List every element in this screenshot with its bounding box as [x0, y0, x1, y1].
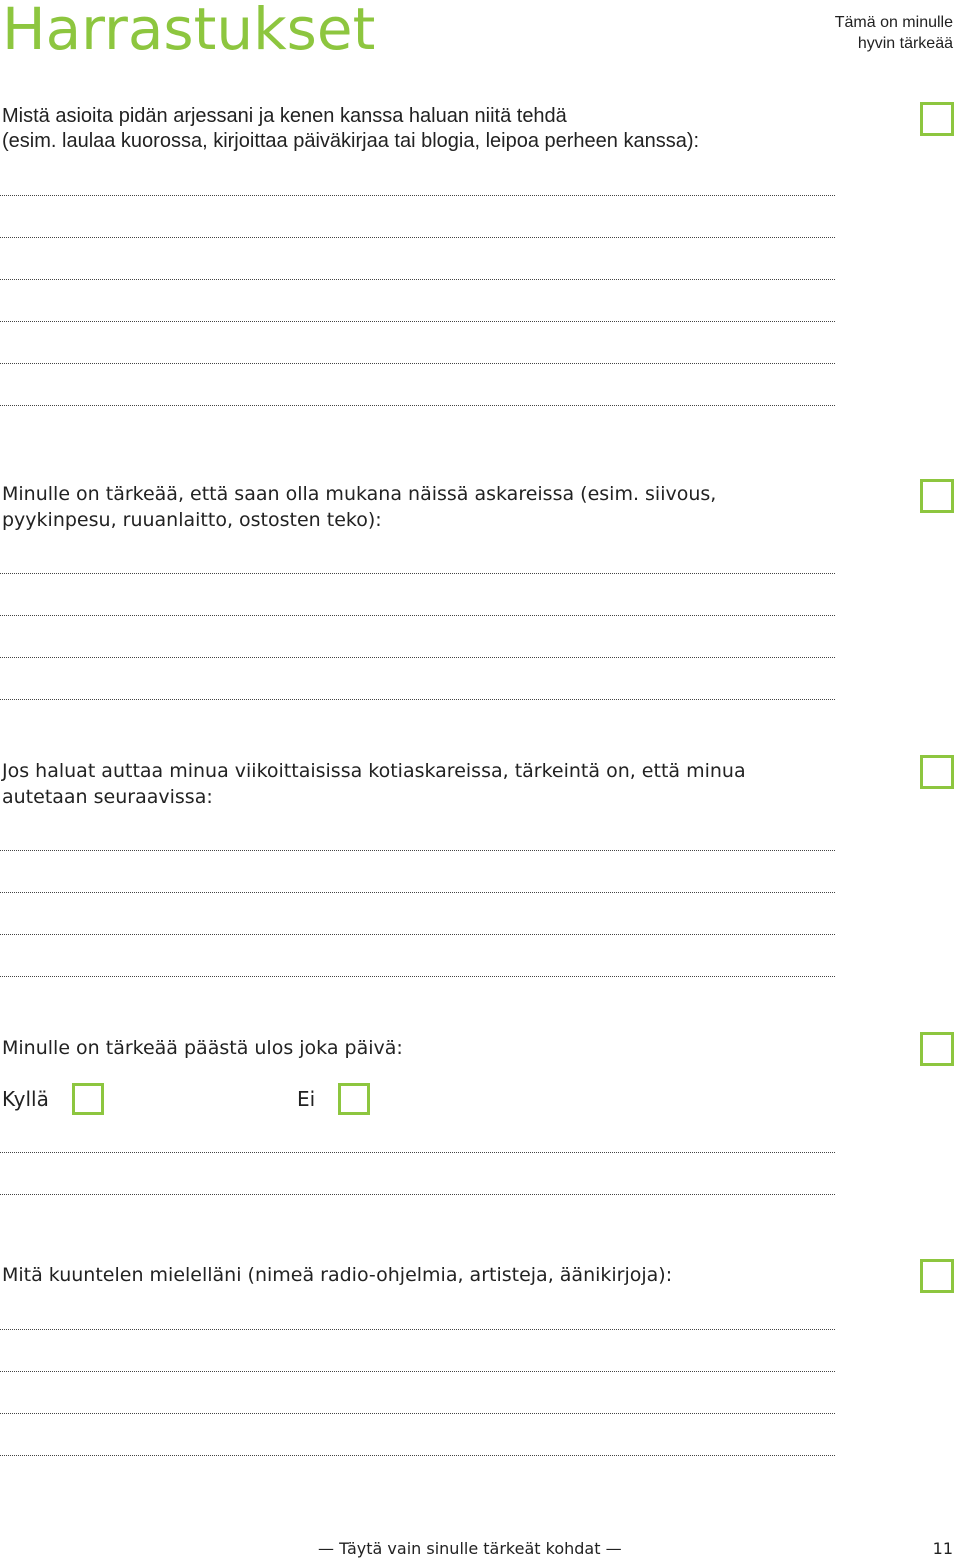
- answer-line[interactable]: [0, 1152, 835, 1153]
- question-outdoors: [2, 1035, 862, 1061]
- answer-line[interactable]: [0, 892, 835, 893]
- answer-line[interactable]: [0, 1329, 835, 1330]
- importance-checkbox-hobbies[interactable]: [920, 102, 954, 136]
- question-chores-line1: Minulle on tärkeää, että saan olla mukana näissä askareissa (esim. siivous,: [2, 483, 717, 505]
- answer-line[interactable]: [0, 573, 835, 574]
- question-listening-line1: Mitä kuuntelen mielelläni (nimeä radio-ohjelmia, artisteja, äänikirjoja):: [2, 1264, 673, 1286]
- page-number: 11: [932, 1539, 953, 1558]
- question-chores: [2, 481, 862, 533]
- no-option-label: Ei: [297, 1087, 316, 1111]
- no-checkbox[interactable]: [338, 1083, 370, 1115]
- answer-line[interactable]: [0, 237, 835, 238]
- answer-line[interactable]: [0, 1371, 835, 1372]
- answer-line[interactable]: [0, 363, 835, 364]
- answer-line[interactable]: [0, 321, 835, 322]
- answer-line[interactable]: [0, 976, 835, 977]
- importance-checkbox-outdoors[interactable]: [920, 1032, 954, 1066]
- yes-checkbox[interactable]: [72, 1083, 104, 1115]
- importance-checkbox-weekly-help[interactable]: [920, 755, 954, 789]
- page-title: Harrastukset: [2, 0, 376, 63]
- importance-checkbox-chores[interactable]: [920, 479, 954, 513]
- importance-header-line2: hyvin tärkeää: [857, 35, 953, 52]
- answer-line[interactable]: [0, 657, 835, 658]
- importance-checkbox-listening[interactable]: [920, 1259, 954, 1293]
- question-outdoors-line1: Minulle on tärkeää päästä ulos joka päivä:: [2, 1037, 403, 1059]
- answer-line[interactable]: [0, 405, 835, 406]
- question-hobbies-line1: Mistä asioita pidän arjessani ja kenen kanssa haluan niitä tehdä: [2, 105, 567, 127]
- answer-line[interactable]: [0, 195, 835, 196]
- answer-line[interactable]: [0, 1194, 835, 1195]
- answer-line[interactable]: [0, 1455, 835, 1456]
- answer-line[interactable]: [0, 615, 835, 616]
- question-hobbies-line2: (esim. laulaa kuorossa, kirjoittaa päiväkirjaa tai blogia, leipoa perheen kanssa):: [2, 130, 700, 152]
- importance-header-line1: Tämä on minulle: [834, 14, 953, 31]
- question-listening: [2, 1262, 862, 1288]
- question-chores-line2: pyykinpesu, ruuanlaitto, ostosten teko):: [2, 509, 382, 531]
- answer-line[interactable]: [0, 1413, 835, 1414]
- answer-line[interactable]: [0, 850, 835, 851]
- question-weekly-help-line2: autetaan seuraavissa:: [2, 786, 213, 808]
- importance-column-header: [835, 12, 953, 54]
- answer-line[interactable]: [0, 934, 835, 935]
- footer-instruction: — Täytä vain sinulle tärkeät kohdat —: [318, 1539, 622, 1558]
- question-hobbies: [2, 104, 862, 154]
- question-weekly-help-line1: Jos haluat auttaa minua viikoittaisissa kotiaskareissa, tärkeintä on, että minua: [2, 760, 746, 782]
- question-weekly-help: [2, 758, 862, 810]
- answer-line[interactable]: [0, 699, 835, 700]
- yes-option-label: Kyllä: [2, 1087, 49, 1111]
- answer-line[interactable]: [0, 279, 835, 280]
